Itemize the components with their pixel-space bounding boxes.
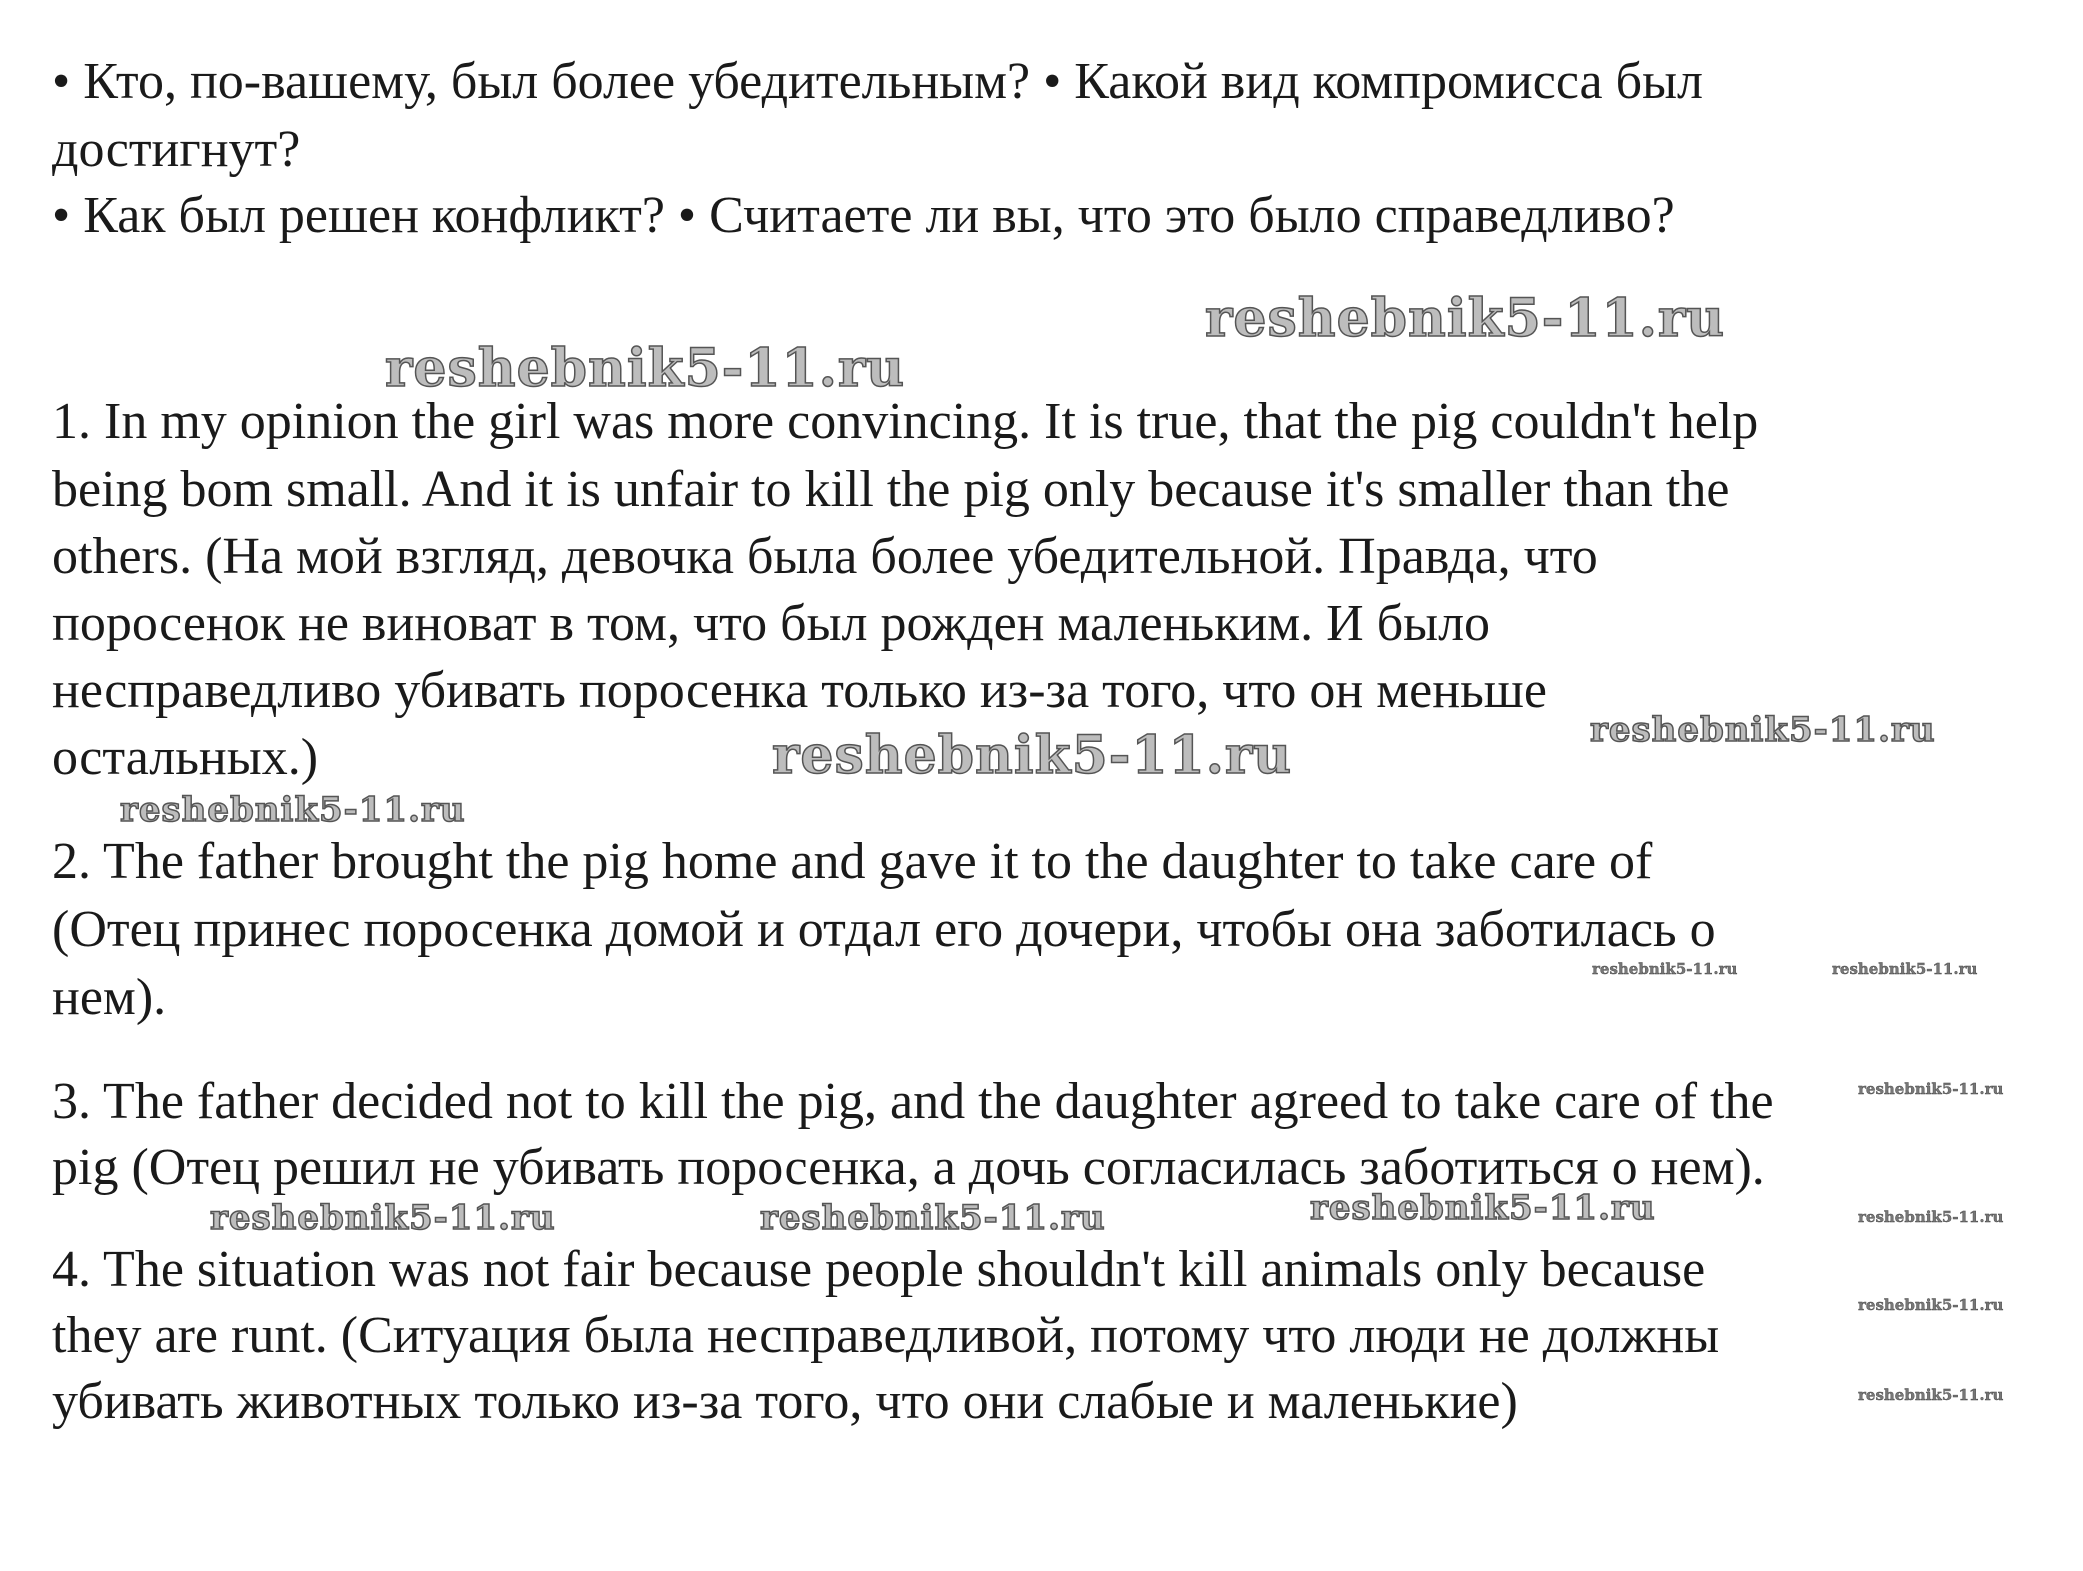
answer-1-line-1: 1. In my opinion the girl was more convincing. It is true, that the pig couldn't help [52,393,1759,450]
watermark: reshebnik5-11.ru [1590,710,1936,750]
question-line-1: • Кто, по-вашему, был более убедительным? • Какой вид компромисса был [52,53,1703,110]
watermark: reshebnik5-11.ru [1858,1080,2004,1098]
answer-3-line-1: 3. The father decided not to kill the pig, and the daughter agreed to take care of the [52,1073,1774,1130]
answer-1-line-4: поросенок не виноват в том, что был рожден маленьким. И было [52,595,1491,652]
watermark: reshebnik5-11.ru [760,1198,1106,1238]
answer-2-line-2: (Отец принес поросенка домой и отдал его дочери, чтобы она заботилась о [52,901,1716,958]
watermark: reshebnik5-11.ru [1858,1208,2004,1226]
watermark: reshebnik5-11.ru [120,790,466,830]
answer-4-line-2: they are runt. (Ситуация была несправедливой, потому что люди не должны [52,1307,1720,1364]
answer-3-line-2: pig (Отец решил не убивать поросенка, а дочь согласилась заботиться о нем). [52,1139,1765,1196]
question-line-3: • Как был решен конфликт? • Считаете ли вы, что это было справедливо? [52,187,1675,244]
watermark: reshebnik5-11.ru [385,338,906,399]
answer-2-line-3: нем). [52,969,167,1026]
watermark: reshebnik5-11.ru [210,1198,556,1238]
answer-2-line-1: 2. The father brought the pig home and gave it to the daughter to take care of [52,833,1653,890]
answer-1-line-2: being bom small. And it is unfair to kill the pig only because it's smaller than the [52,461,1730,518]
answer-4-line-3: убивать животных только из-за того, что они слабые и маленькие) [52,1373,1518,1430]
answer-4-line-1: 4. The situation was not fair because people shouldn't kill animals only because [52,1241,1706,1298]
watermark: reshebnik5-11.ru [1205,288,1726,349]
watermark: reshebnik5-11.ru [1832,960,1978,978]
watermark: reshebnik5-11.ru [1858,1386,2004,1404]
answer-1-line-6: остальных.) [52,729,319,786]
answer-1-line-3: others. (На мой взгляд, девочка была более убедительной. Правда, что [52,528,1598,585]
watermark: reshebnik5-11.ru [772,725,1293,786]
watermark: reshebnik5-11.ru [1310,1188,1656,1228]
watermark: reshebnik5-11.ru [1592,960,1738,978]
question-line-2: достигнут? [52,121,301,178]
watermark: reshebnik5-11.ru [1858,1296,2004,1314]
answer-1-line-5: несправедливо убивать поросенка только из-за того, что он меньше [52,662,1547,719]
